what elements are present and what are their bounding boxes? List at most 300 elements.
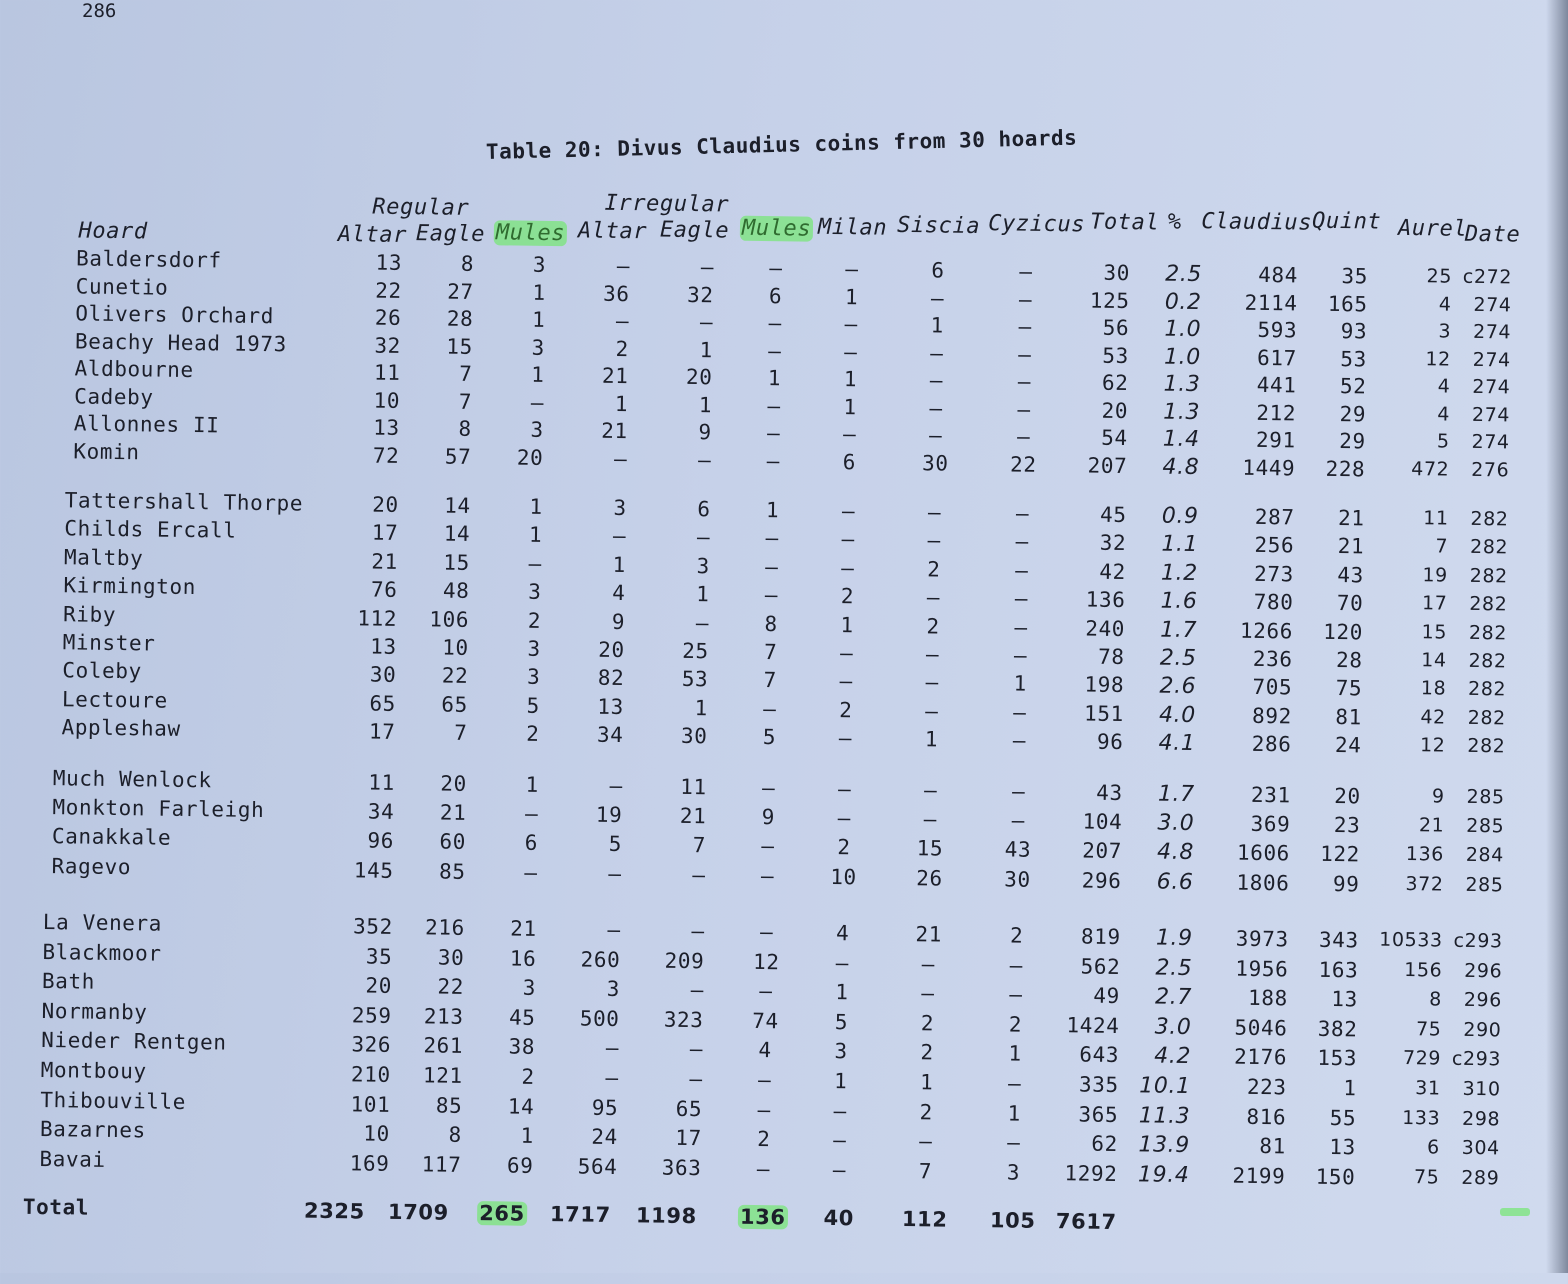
cell-irregular-altar: 82: [597, 666, 625, 691]
cell-irregular-altar: 21: [601, 363, 629, 389]
cell-quint: 21: [1337, 534, 1365, 559]
cell-total: 42: [1099, 559, 1126, 584]
cell-irregular-eagle: 1: [694, 695, 709, 721]
cell-irregular-mules: 9: [761, 805, 776, 830]
cell-irregular-mules: –: [763, 696, 777, 722]
cell-percent-claudius: 2.5: [1165, 261, 1203, 288]
cell-total: 125: [1089, 288, 1130, 313]
cell-irregular-altar: –: [613, 446, 628, 471]
total-regular-mules: [477, 1201, 527, 1226]
cell-total: 49: [1093, 983, 1121, 1009]
cell-aurel: 9: [1431, 785, 1445, 808]
cell-total: 54: [1101, 425, 1128, 451]
cell-total: 562: [1080, 954, 1121, 979]
cell-total: 62: [1091, 1131, 1118, 1157]
header-irregular-altar: Altar: [577, 218, 648, 245]
cell-percent-claudius: 3.0: [1154, 1014, 1192, 1040]
header-aurel: Aurel: [1397, 215, 1468, 242]
cell-irregular-altar: 34: [596, 722, 624, 748]
cell-siscia: –: [923, 778, 938, 803]
cell-regular-altar: 11: [368, 770, 395, 795]
cell-milan: –: [833, 1098, 848, 1123]
cell-milan: 6: [842, 449, 857, 474]
cell-aurel: 7: [1435, 535, 1449, 558]
cell-claudius: 1606: [1236, 841, 1291, 866]
cell-aurel: 10533: [1379, 928, 1443, 952]
cell-siscia: 2: [919, 1099, 934, 1125]
cell-irregular-eagle: –: [689, 1067, 703, 1092]
hoard-name: Beachy Head 1973: [74, 328, 287, 356]
cell-percent-claudius: 1.7: [1160, 617, 1198, 643]
cell-percent-claudius: 13.9: [1138, 1132, 1190, 1159]
cell-date: 274: [1472, 375, 1511, 399]
cell-date: 298: [1461, 1107, 1501, 1130]
total-siscia: 112: [901, 1207, 948, 1232]
total-highlight: 136: [739, 1204, 786, 1230]
cell-aurel: 31: [1415, 1077, 1441, 1100]
total-regular-eagle: 1709: [387, 1199, 449, 1225]
cell-irregular-altar: 1: [614, 391, 629, 416]
cell-regular-altar: 169: [349, 1151, 390, 1176]
cell-percent-claudius: 1.1: [1161, 531, 1199, 558]
header-irregular-mules: [740, 216, 814, 242]
cell-claudius: 81: [1259, 1134, 1286, 1159]
total-irregular-altar: 1717: [549, 1202, 611, 1227]
cell-irregular-eagle: 21: [679, 804, 707, 829]
cell-siscia: 6: [931, 258, 945, 283]
regular-mules-highlight: Mules: [495, 220, 566, 247]
cell-quint: 382: [1317, 1016, 1358, 1042]
cell-claudius: 441: [1256, 372, 1297, 398]
cell-quint: 120: [1323, 619, 1364, 645]
cell-quint: 75: [1335, 676, 1363, 701]
cell-regular-mules: 3: [531, 335, 546, 360]
cell-regular-eagle: 28: [446, 306, 474, 331]
cell-percent-claudius: 10.1: [1139, 1073, 1191, 1100]
cell-percent-claudius: 6.6: [1156, 869, 1194, 895]
total-label: Total: [22, 1194, 90, 1220]
cell-claudius: 1806: [1236, 870, 1290, 896]
total-cyzicus: 105: [989, 1208, 1036, 1233]
cell-irregular-altar: 260: [580, 947, 621, 972]
cell-regular-mules: 1: [528, 523, 543, 548]
cell-regular-eagle: 117: [421, 1152, 462, 1177]
cell-total: 62: [1101, 370, 1129, 396]
cell-claudius: 705: [1252, 675, 1293, 700]
cell-date: 284: [1465, 844, 1505, 867]
cell-irregular-eagle: 1: [698, 392, 713, 417]
cell-irregular-mules: 74: [752, 1008, 779, 1034]
cell-regular-altar: 11: [373, 360, 401, 385]
cell-percent-claudius: 0.9: [1161, 503, 1199, 530]
cell-regular-mules: 1: [531, 362, 545, 387]
cell-claudius: 188: [1247, 986, 1289, 1011]
hoard-name: Baldersdorf: [75, 246, 222, 273]
hoard-name: Kirmington: [63, 573, 197, 600]
cell-irregular-eagle: –: [692, 862, 706, 887]
cell-regular-eagle: 60: [439, 829, 467, 855]
cell-total: 1292: [1064, 1161, 1118, 1186]
cell-regular-mules: 3: [530, 417, 544, 442]
cell-regular-mules: –: [528, 551, 543, 576]
cell-irregular-altar: –: [615, 308, 630, 334]
cell-regular-mules: 1: [525, 772, 539, 797]
cell-total: 198: [1084, 672, 1125, 698]
cell-regular-mules: 3: [522, 975, 537, 1001]
cell-irregular-altar: 564: [577, 1154, 618, 1179]
hoard-name: Olivers Orchard: [75, 301, 275, 329]
cell-regular-altar: 10: [363, 1121, 391, 1147]
group-header-regular: Regular: [372, 194, 470, 221]
header-regular-altar: Altar: [337, 222, 408, 249]
cell-claudius: 780: [1253, 590, 1294, 615]
cell-quint: 70: [1336, 591, 1364, 616]
stray-highlight-mark: [1500, 1208, 1530, 1216]
cell-irregular-eagle: –: [699, 310, 714, 335]
cell-regular-mules: 3: [532, 252, 547, 277]
cell-regular-altar: 96: [367, 828, 395, 854]
hoard-name: Coleby: [62, 658, 142, 684]
cell-date: 282: [1469, 593, 1508, 616]
cell-milan: –: [844, 312, 859, 337]
cell-irregular-mules: 1: [767, 366, 782, 391]
cell-claudius: 1449: [1242, 455, 1296, 480]
cell-siscia: 2: [920, 1040, 934, 1065]
cell-cyzicus: –: [1013, 643, 1028, 668]
cell-irregular-eagle: 17: [675, 1126, 703, 1151]
cell-regular-eagle: 213: [423, 1004, 464, 1029]
cell-quint: 29: [1339, 401, 1367, 426]
header-hoard: Hoard: [78, 218, 148, 245]
cell-milan: –: [837, 777, 852, 802]
cell-irregular-altar: –: [616, 253, 631, 279]
cell-irregular-mules: –: [764, 583, 779, 608]
cell-siscia: –: [930, 340, 944, 366]
cell-irregular-mules: 1: [765, 498, 780, 523]
total-irregular-eagle: 1198: [635, 1203, 697, 1229]
cell-claudius: 617: [1256, 345, 1297, 370]
cell-quint: 55: [1329, 1105, 1357, 1130]
total-highlight: 265: [479, 1201, 525, 1226]
cell-regular-mules: 2: [521, 1064, 535, 1089]
cell-quint: 165: [1327, 291, 1368, 316]
cell-regular-mules: –: [524, 801, 539, 827]
cell-siscia: –: [925, 642, 940, 667]
cell-cyzicus: –: [1017, 369, 1032, 394]
cell-total: 365: [1078, 1102, 1119, 1127]
cell-siscia: 1: [930, 313, 945, 338]
cell-cyzicus: –: [1011, 808, 1026, 833]
cell-claudius: 593: [1257, 317, 1298, 343]
cell-regular-mules: 21: [510, 916, 537, 941]
cell-percent-claudius: 2.7: [1154, 984, 1193, 1011]
cell-regular-mules: 3: [526, 665, 541, 690]
cell-aurel: 8: [1429, 988, 1443, 1011]
cell-regular-eagle: 8: [448, 1122, 463, 1148]
cell-date: 282: [1467, 678, 1507, 701]
cell-total: 151: [1083, 701, 1125, 726]
cell-regular-eagle: 261: [423, 1033, 464, 1059]
cell-cyzicus: –: [1011, 779, 1026, 804]
cell-siscia: –: [927, 500, 942, 525]
cell-percent-claudius: 2.5: [1155, 955, 1193, 981]
cell-irregular-altar: –: [607, 917, 621, 943]
cell-quint: 43: [1337, 562, 1364, 588]
cell-regular-eagle: 216: [424, 915, 465, 940]
cell-regular-eagle: 10: [442, 635, 469, 660]
header-quint: Quint: [1311, 208, 1382, 235]
cell-cyzicus: 2: [1009, 923, 1024, 948]
cell-regular-mules: 1: [529, 494, 543, 519]
cell-quint: 29: [1339, 429, 1366, 454]
cell-milan: 2: [840, 584, 855, 609]
hoard-name: Blackmoor: [42, 939, 162, 966]
cell-aurel: 75: [1413, 1165, 1440, 1189]
cell-cyzicus: –: [1015, 529, 1030, 555]
hoard-name: Bavai: [39, 1146, 106, 1172]
header-total: Total: [1089, 209, 1160, 236]
cell-irregular-altar: 1: [612, 552, 627, 577]
cell-aurel: 12: [1419, 734, 1446, 757]
cell-milan: –: [845, 257, 859, 282]
cell-claudius: 291: [1255, 427, 1296, 453]
cell-regular-eagle: 27: [447, 279, 474, 304]
cell-regular-altar: 352: [352, 914, 393, 939]
cell-quint: 1: [1343, 1076, 1357, 1101]
cell-regular-altar: 210: [350, 1062, 391, 1087]
cell-quint: 343: [1318, 927, 1359, 953]
cell-cyzicus: –: [1013, 700, 1027, 725]
hoard-name: Thibouville: [40, 1087, 187, 1114]
cell-irregular-altar: –: [609, 773, 623, 799]
cell-cyzicus: –: [1012, 728, 1027, 753]
cell-claudius: 484: [1258, 262, 1299, 288]
cell-total: 30: [1103, 260, 1131, 286]
cell-irregular-eagle: –: [695, 610, 710, 635]
cell-regular-mules: 20: [516, 445, 544, 470]
cell-irregular-altar: 5: [608, 832, 623, 857]
cell-cyzicus: –: [1018, 287, 1033, 312]
cell-irregular-altar: 3: [606, 977, 621, 1002]
cell-cyzicus: –: [1009, 953, 1024, 978]
cell-percent-claudius: 4.1: [1158, 730, 1196, 757]
cell-cyzicus: –: [1019, 259, 1033, 284]
cell-milan: –: [832, 1157, 847, 1183]
cell-cyzicus: –: [1007, 1071, 1022, 1096]
cell-cyzicus: –: [1009, 982, 1023, 1007]
cell-irregular-eagle: –: [697, 447, 712, 472]
cell-irregular-mules: –: [768, 338, 782, 363]
cell-regular-mules: 1: [531, 307, 546, 332]
cell-percent-claudius: 4.8: [1162, 454, 1200, 480]
cell-regular-mules: 3: [527, 636, 541, 661]
cell-total: 45: [1099, 502, 1127, 528]
cell-percent-claudius: 4.0: [1158, 702, 1197, 728]
cell-regular-altar: 26: [374, 305, 402, 330]
cell-regular-altar: 326: [351, 1032, 392, 1058]
cell-regular-altar: 20: [365, 973, 393, 999]
cell-claudius: 816: [1246, 1104, 1287, 1129]
cell-regular-altar: 22: [375, 278, 402, 303]
cell-regular-altar: 20: [372, 492, 399, 517]
hoard-name: Allonnes II: [73, 411, 220, 438]
cell-date: 282: [1469, 536, 1509, 559]
cell-regular-altar: 13: [370, 634, 397, 659]
cell-cyzicus: 30: [1004, 867, 1031, 892]
cell-irregular-mules: –: [769, 256, 783, 281]
cell-irregular-eagle: 323: [663, 1007, 704, 1033]
cell-date: c293: [1453, 929, 1503, 953]
cell-regular-mules: 14: [507, 1094, 535, 1119]
cell-irregular-altar: –: [605, 1036, 620, 1061]
cell-irregular-mules: –: [761, 834, 775, 859]
cell-irregular-eagle: 7: [692, 833, 707, 858]
cell-date: 304: [1461, 1137, 1500, 1160]
cell-regular-eagle: 22: [437, 974, 465, 1000]
cell-total: 56: [1102, 315, 1130, 341]
cell-date: 282: [1468, 649, 1507, 673]
cell-quint: 99: [1332, 871, 1360, 896]
cell-regular-eagle: 48: [442, 578, 470, 604]
cell-quint: 81: [1335, 704, 1362, 730]
cell-irregular-mules: 12: [752, 949, 780, 974]
hoard-name: Aldbourne: [74, 356, 194, 383]
cell-claudius: 273: [1253, 561, 1294, 587]
cell-percent-claudius: 2.5: [1159, 645, 1197, 672]
cell-regular-altar: 259: [351, 1003, 392, 1028]
cell-date: 282: [1470, 507, 1509, 531]
cell-aurel: 472: [1411, 457, 1450, 481]
cell-total: 104: [1082, 809, 1123, 835]
cell-irregular-altar: 2: [615, 336, 630, 361]
cell-milan: 10: [830, 864, 857, 889]
cell-date: 282: [1467, 735, 1506, 758]
cell-irregular-mules: 2: [757, 1127, 771, 1152]
cell-regular-mules: 6: [524, 831, 539, 856]
cell-claudius: 892: [1251, 703, 1292, 729]
cell-total: 20: [1101, 398, 1129, 423]
cell-total: 78: [1097, 644, 1125, 670]
cell-cyzicus: 3: [1006, 1160, 1021, 1185]
cell-cyzicus: 2: [1008, 1012, 1023, 1037]
cell-siscia: 15: [916, 836, 944, 861]
cell-regular-altar: 35: [365, 944, 393, 969]
cell-claudius: 212: [1256, 400, 1297, 425]
cell-milan: 3: [834, 1039, 848, 1064]
cell-siscia: 1: [924, 727, 939, 752]
cell-irregular-altar: 4: [612, 581, 626, 606]
cell-regular-altar: 17: [371, 520, 399, 546]
cell-aurel: 42: [1420, 706, 1446, 729]
cell-percent-claudius: 1.3: [1163, 371, 1201, 398]
cell-quint: 21: [1337, 506, 1365, 531]
cell-siscia: 2: [920, 1011, 935, 1036]
cell-total: 43: [1096, 780, 1123, 806]
cell-irregular-eagle: 65: [675, 1096, 703, 1121]
cell-irregular-eagle: –: [691, 919, 705, 944]
cell-irregular-eagle: 3: [696, 553, 711, 579]
cell-irregular-mules: –: [756, 1156, 771, 1181]
cell-irregular-eagle: 11: [680, 774, 707, 800]
cell-regular-eagle: 21: [439, 800, 467, 826]
header-percent: %: [1167, 209, 1182, 235]
hoard-name: Montbouy: [40, 1057, 147, 1084]
cell-milan: 1: [844, 284, 859, 309]
cell-milan: –: [839, 641, 854, 666]
cell-milan: 4: [835, 921, 850, 946]
cell-irregular-mules: –: [766, 421, 781, 446]
cell-aurel: 133: [1402, 1106, 1441, 1130]
cell-quint: 13: [1329, 1135, 1356, 1160]
cell-regular-altar: 17: [368, 719, 396, 745]
cell-date: 282: [1469, 564, 1508, 588]
cell-regular-altar: 13: [375, 250, 403, 275]
cell-cyzicus: –: [1018, 342, 1032, 367]
hoard-name: Ragevo: [51, 853, 132, 879]
header-regular-mules: [494, 220, 568, 246]
cell-milan: –: [842, 422, 857, 447]
cell-cyzicus: –: [1015, 558, 1029, 583]
cell-quint: 23: [1333, 813, 1361, 838]
hoard-name: Canakkale: [51, 824, 172, 851]
cell-date: 290: [1463, 1018, 1502, 1042]
cell-siscia: 2: [926, 613, 940, 639]
cell-siscia: 2: [927, 557, 941, 582]
cell-regular-mules: 2: [526, 721, 540, 747]
cell-cyzicus: 1: [1013, 671, 1028, 697]
irregular-mules-highlight: Mules: [741, 215, 812, 242]
total-irregular-mules: [738, 1205, 788, 1230]
cell-total: 207: [1082, 838, 1123, 864]
cell-irregular-mules: 4: [758, 1038, 772, 1063]
hoard-name: Maltby: [63, 545, 144, 571]
header-irregular-eagle: Eagle: [659, 217, 730, 244]
hoard-name: Childs Ercall: [64, 516, 237, 544]
cell-cyzicus: –: [1014, 615, 1028, 640]
cell-regular-mules: 5: [526, 693, 541, 718]
hoard-name: Bath: [41, 969, 96, 994]
cell-aurel: 156: [1404, 958, 1443, 982]
cell-regular-eagle: 65: [441, 692, 469, 717]
cell-irregular-mules: –: [768, 311, 783, 336]
cell-aurel: 19: [1422, 564, 1448, 587]
cell-percent-claudius: 4.8: [1156, 839, 1195, 866]
header-date: Date: [1464, 221, 1521, 248]
cell-irregular-eagle: 32: [686, 282, 714, 307]
cell-regular-mules: 1: [520, 1123, 535, 1149]
cell-total: 32: [1099, 531, 1127, 556]
cell-quint: 53: [1340, 346, 1367, 371]
cell-regular-eagle: 8: [458, 416, 472, 441]
cell-regular-eagle: 15: [446, 334, 474, 359]
cell-claudius: 369: [1250, 812, 1291, 837]
cell-irregular-mules: –: [760, 863, 775, 888]
cell-claudius: 223: [1246, 1074, 1287, 1100]
cell-regular-mules: 45: [508, 1005, 536, 1030]
cell-irregular-eagle: 53: [681, 667, 709, 692]
hoard-name: Cadeby: [74, 383, 154, 410]
cell-milan: 2: [839, 697, 853, 723]
cell-aurel: 136: [1405, 843, 1445, 866]
cell-regular-eagle: 121: [422, 1063, 463, 1088]
cell-irregular-mules: 6: [768, 283, 783, 308]
cell-claudius: 231: [1250, 782, 1291, 808]
cell-date: 274: [1472, 348, 1511, 371]
cell-date: c293: [1451, 1048, 1502, 1071]
cell-date: 285: [1466, 815, 1505, 838]
page-number: 286: [82, 0, 117, 22]
cell-irregular-altar: 20: [598, 637, 625, 663]
